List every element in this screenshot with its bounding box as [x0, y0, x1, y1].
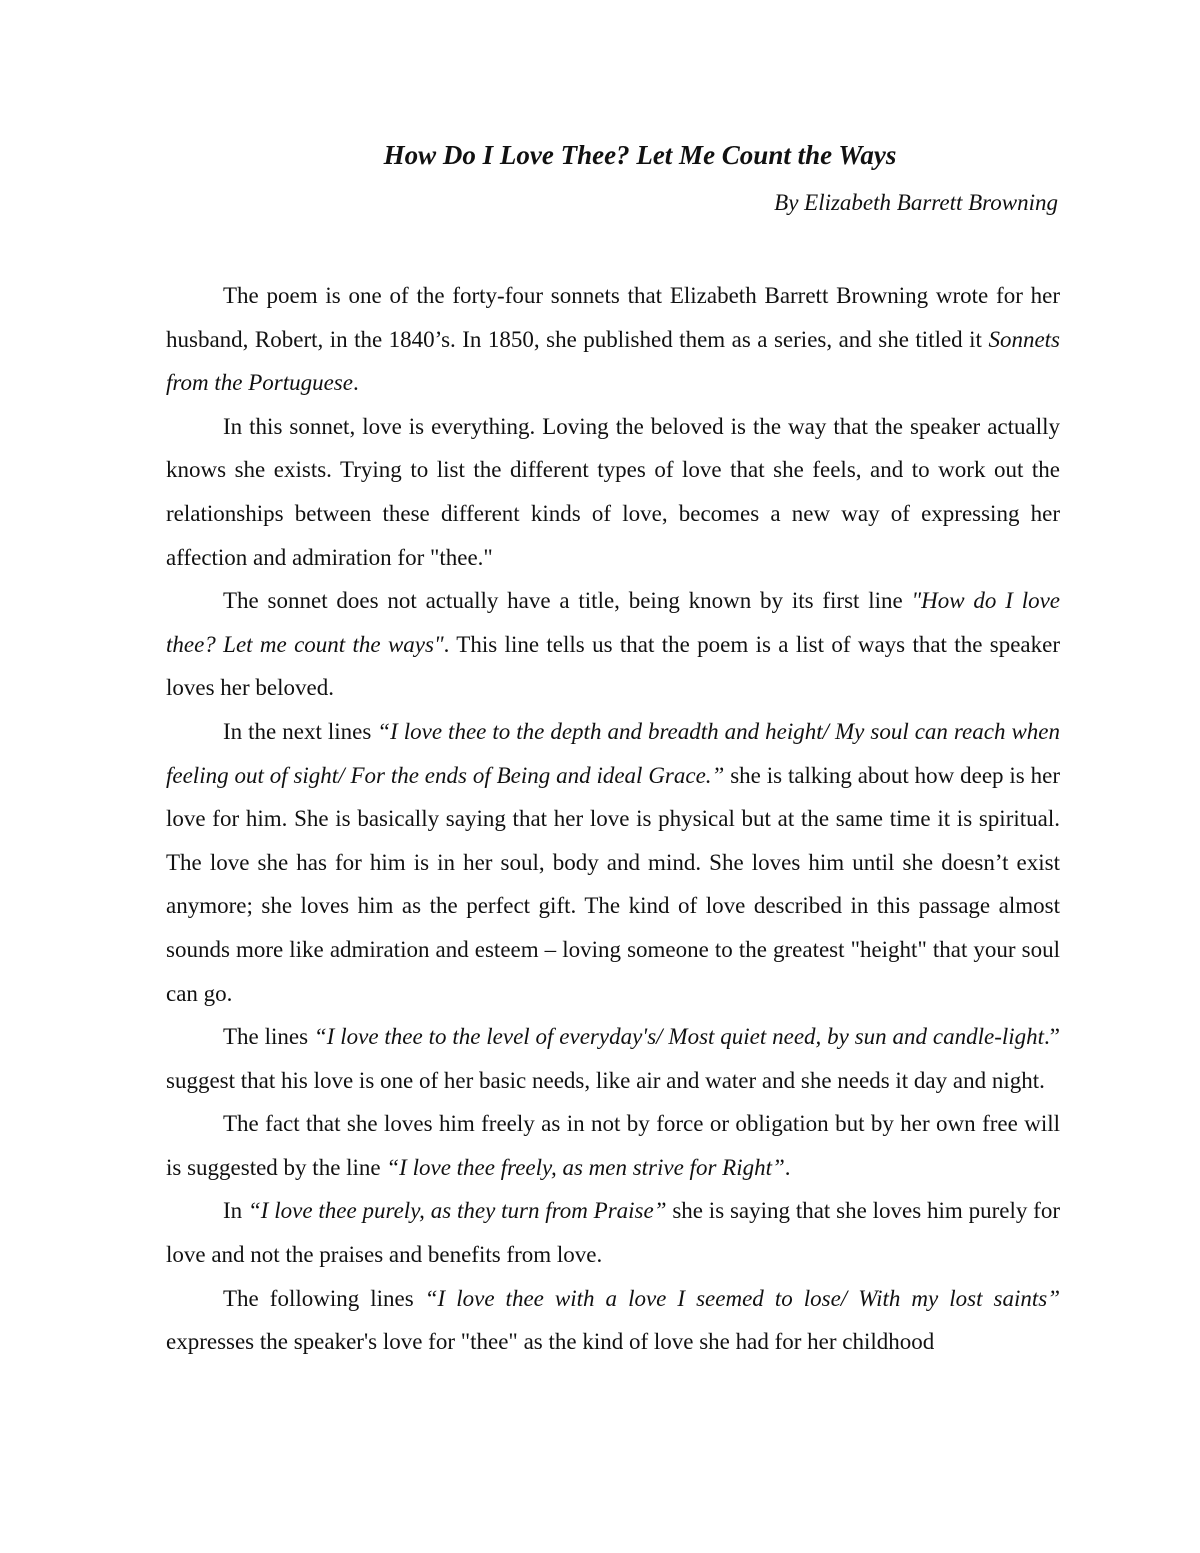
poem-quote: “I love thee purely, as they turn from Praise”: [247, 1198, 667, 1224]
text-segment: she is talking about how deep is her love for him. She is basically saying that her love is physical but at the same time it is spiritual. The love she has for him is in her soul, body and mind. She loves him until she doesn’t exist anymore; she loves him as the perfect gift. The kind of love described in this passage almost sounds more like admiration and esteem – loving someone to the greatest "height" that your soul can go.: [166, 762, 1060, 1006]
poem-quote: “I love thee freely, as men strive for Right”: [386, 1154, 785, 1180]
paragraph-6: [166, 1102, 1060, 1189]
book-title: Sonnets from the Portuguese: [166, 326, 1060, 396]
text-segment: The sonnet does not actually have a title, being known by its first line: [223, 588, 912, 614]
paragraph-5: [166, 1015, 1060, 1102]
text-segment: In: [223, 1198, 248, 1224]
document-body: [166, 274, 1060, 1364]
poem-quote: “I love thee to the depth and breadth and height/ My soul can reach when feeling out of sight/ For the ends of Being and ideal Grace.”: [166, 718, 1060, 788]
paragraph-1: [166, 274, 1060, 405]
text-segment: In this sonnet, love is everything. Loving the beloved is the way that the speaker actually knows she exists. Trying to list the different types of love that she feels, and to work out the relationships between these different kinds of love, becomes a new way of expressing her affection and admiration for "thee.": [166, 413, 1060, 570]
paragraph-2: [166, 405, 1060, 579]
text-segment: The fact that she loves him freely as in not by force or obligation but by her own free will is suggested by the line: [166, 1111, 1060, 1180]
paragraph-3: [166, 579, 1060, 710]
text-segment: .: [352, 370, 359, 396]
document-title: How Do I Love Thee? Let Me Count the Ways: [383, 140, 897, 170]
poem-quote: "How do I love thee? Let me count the ways": [166, 588, 1060, 657]
author-byline: By Elizabeth Barrett Browning: [774, 190, 1058, 215]
text-segment: .” suggest that his love is one of her basic needs, like air and water and she needs it day and night.: [166, 1024, 1060, 1093]
poem-quote: “I love thee with a love I seemed to lose/ With my lost saints”: [424, 1285, 1060, 1311]
text-segment: The poem is one of the forty-four sonnets that Elizabeth Barrett Browning wrote for her husband, Robert, in the 1840’s. In 1850, she published them as a series, and she titled it: [166, 283, 1060, 352]
text-segment: expresses the speaker's love for "thee" as the kind of love she had for her childhood: [166, 1329, 935, 1355]
text-segment: The lines: [223, 1024, 314, 1050]
text-segment: The following lines: [223, 1285, 425, 1311]
text-segment: In the next lines: [223, 718, 378, 744]
paragraph-7: [166, 1189, 1060, 1276]
paragraph-4: [166, 710, 1060, 1015]
text-segment: .: [784, 1154, 791, 1180]
paragraph-8: [166, 1277, 1060, 1364]
text-segment: she is saying that she loves him purely for love and not the praises and benefits from love.: [166, 1198, 1060, 1268]
poem-quote: “I love thee to the level of everyday's/ Most quiet need, by sun and candle-light: [313, 1024, 1045, 1050]
text-segment: . This line tells us that the poem is a list of ways that the speaker loves her beloved.: [166, 631, 1060, 701]
